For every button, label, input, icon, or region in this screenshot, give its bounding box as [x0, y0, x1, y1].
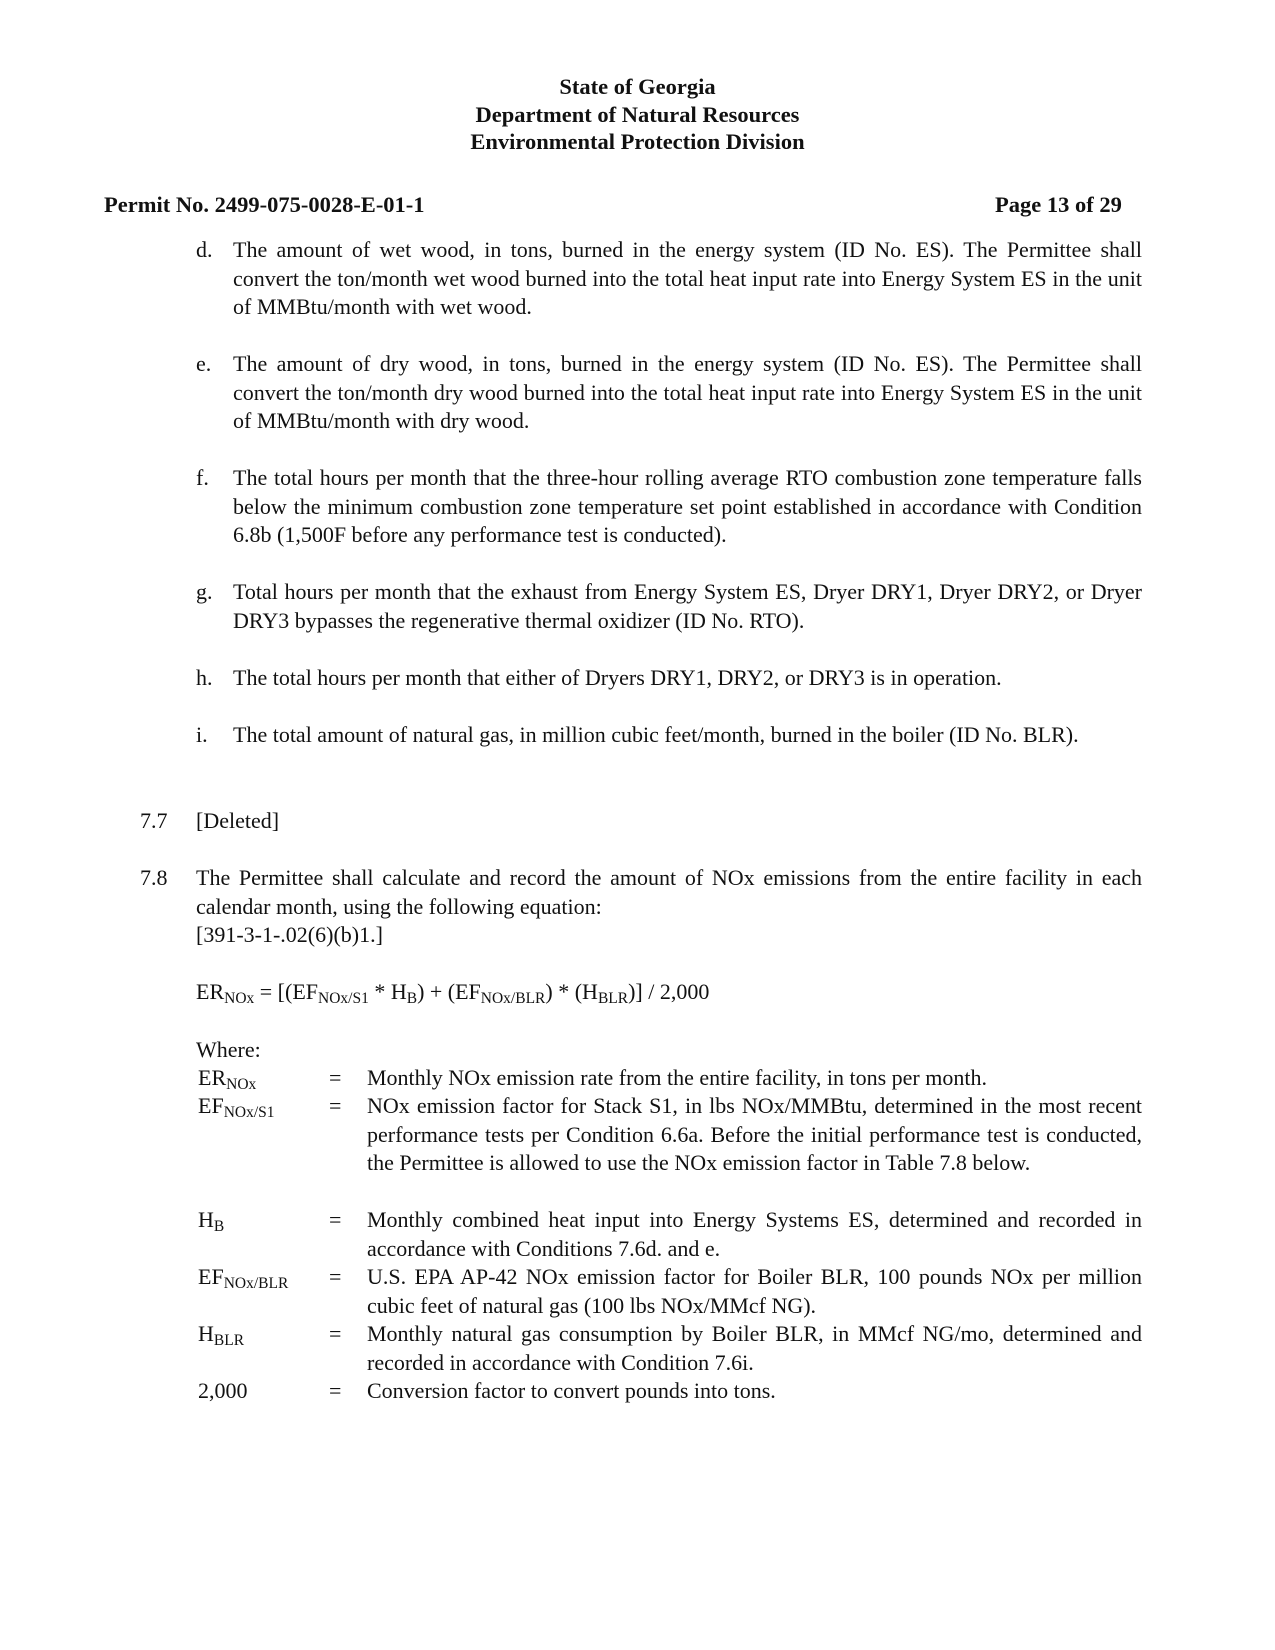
- where-definition: Monthly natural gas consumption by Boiler BLR, in MMcf NG/mo, determined and recorded in accordance with Condition 7.6i.: [367, 1321, 1142, 1375]
- item-label: f.: [196, 465, 209, 490]
- where-definition: U.S. EPA AP-42 NOx emission factor for Boiler BLR, 100 pounds NOx per million cubic feet of natural gas (100 lbs NOx/MMcf NG).: [367, 1264, 1142, 1318]
- where-term: $H_{BLR}$: [198, 1321, 245, 1349]
- where-term: 2,000: [198, 1378, 248, 1403]
- item-label: e.: [196, 351, 212, 376]
- where-term: $EF_{NOx/BLR}$: [198, 1264, 289, 1292]
- where-definition: NOx emission factor for Stack S1, in lbs NOx/MMBtu, determined in the most recent performance tests per Condition 6.6a. Before the initial performance test is conducted, the Permittee is allowed to use the NOx emission factor in Table 7.8 below.: [367, 1093, 1142, 1175]
- header-division: Environmental Protection Division: [470, 129, 805, 154]
- page-number: Page 13 of 29: [995, 192, 1122, 217]
- regulation-reference: [391-3-1-.02(6)(b)1.]: [196, 922, 383, 947]
- where-definition: Conversion factor to convert pounds into tons.: [367, 1378, 776, 1403]
- equals-sign: =: [329, 1207, 342, 1232]
- item-text: The amount of dry wood, in tons, burned in the energy system (ID No. ES). The Permittee shall convert the ton/month dry wood burned into the total heat input rate into Energy System ES in the unit of MMBtu/month with dry wood.: [233, 351, 1142, 433]
- item-label: d.: [196, 237, 213, 262]
- where-label: Where:: [196, 1037, 261, 1062]
- equals-sign: =: [329, 1378, 342, 1403]
- where-term: $EF_{NOx/S1}$: [198, 1093, 275, 1121]
- where-definition: Monthly combined heat input into Energy Systems ES, determined and recorded in accordance with Conditions 7.6d. and e.: [367, 1207, 1142, 1261]
- section-text: [196, 864, 1142, 950]
- item-text: The total amount of natural gas, in million cubic feet/month, burned in the boiler (ID No. BLR).: [233, 722, 1079, 747]
- header-department: Department of Natural Resources: [475, 101, 800, 127]
- item-label: h.: [196, 665, 213, 690]
- nox-equation: $ER_{NOx} = [(EF_{NOx/S1} * H_B) + (EF_{NOx/BLR}) * (H_{BLR})] / 2,000$: [196, 979, 710, 1007]
- equals-sign: =: [329, 1093, 342, 1118]
- section-number: 7.7: [140, 808, 168, 833]
- section-text: [Deleted]: [196, 808, 280, 833]
- item-text: The amount of wet wood, in tons, burned in the energy system (ID No. ES). The Permittee shall convert the ton/month wet wood burned into the total heat input rate into Energy System ES in the unit of MMBtu/month with wet wood.: [233, 237, 1142, 319]
- equals-sign: =: [329, 1321, 342, 1346]
- item-text: The total hours per month that the three-hour rolling average RTO combustion zone temperature falls below the minimum combustion zone temperature set point established in accordance with Condition 6.8b (1,500F before any performance test is conducted).: [233, 465, 1142, 547]
- equals-sign: =: [329, 1065, 342, 1090]
- item-label: g.: [196, 579, 213, 604]
- item-text: Total hours per month that the exhaust from Energy System ES, Dryer DRY1, Dryer DRY2, or Dryer DRY3 bypasses the regenerative thermal oxidizer (ID No. RTO).: [233, 579, 1142, 633]
- permit-number: Permit No. 2499-075-0028-E-01-1: [104, 192, 425, 217]
- agency-header: [0, 73, 1275, 156]
- where-definition: Monthly NOx emission rate from the entire facility, in tons per month.: [367, 1065, 987, 1090]
- item-label: i.: [196, 722, 208, 747]
- section-body: The Permittee shall calculate and record the amount of NOx emissions from the entire facility in each calendar month, using the following equation:: [196, 865, 1142, 919]
- equals-sign: =: [329, 1264, 342, 1289]
- section-number: 7.8: [140, 865, 168, 890]
- item-text: The total hours per month that either of Dryers DRY1, DRY2, or DRY3 is in operation.: [233, 665, 1002, 690]
- where-term: $H_B$: [198, 1207, 225, 1235]
- where-term: $ER_{NOx}$: [198, 1065, 257, 1093]
- header-state: State of Georgia: [559, 74, 716, 99]
